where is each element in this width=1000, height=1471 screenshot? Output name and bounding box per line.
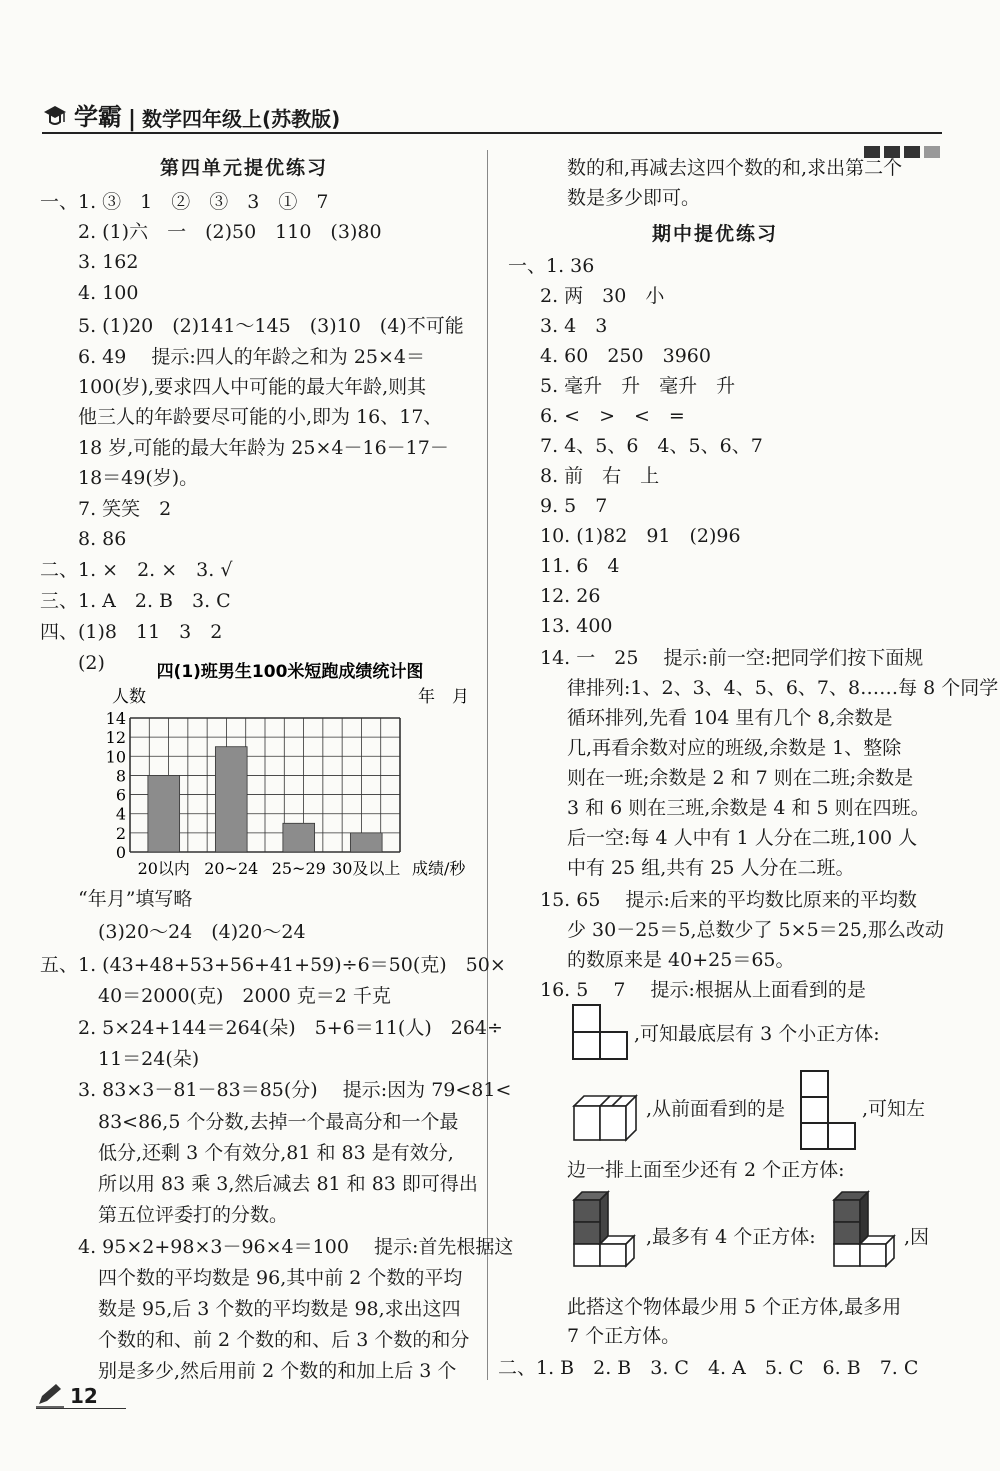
- pencil-icon: [36, 1382, 64, 1408]
- left-after-3: 40＝2000(克) 2000 克＝2 千克: [98, 985, 391, 1007]
- fig-text-7: 7 个正方体。: [567, 1325, 681, 1347]
- left-after-4: 2. 5×24+144＝264(朵) 5+6＝11(人) 264÷: [78, 1017, 503, 1039]
- fig-text-0: ,可知最底层有 3 个小正方体:: [634, 1023, 880, 1045]
- right-line-16: 几,再看余数对应的班级,余数是 1、整除: [567, 737, 902, 759]
- three-cubes-figure: [572, 1090, 642, 1142]
- right-line-11: 12. 26: [540, 585, 601, 607]
- book-title: 数学四年级上(苏教版): [142, 107, 341, 131]
- left-after-8: 低分,还剩 3 个有效分,81 和 83 是有效分,: [98, 1142, 454, 1164]
- min-stack-figure: [572, 1188, 642, 1268]
- page-number: 12: [70, 1384, 98, 1408]
- right-line-1: 2. 两 30 小: [540, 285, 665, 307]
- right-line-9: 10. (1)82 91 (2)96: [540, 525, 741, 547]
- right-line-5: 6. < > < =: [540, 405, 685, 427]
- y-tick-label: 10: [105, 747, 126, 767]
- right-line-7: 8. 前 右 上: [540, 465, 660, 487]
- left-after-10: 第五位评委打的分数。: [98, 1204, 289, 1226]
- header-separator: |: [128, 107, 137, 132]
- fig-text-2: ,可知左: [862, 1098, 926, 1120]
- page-number-rule: [36, 1408, 126, 1409]
- chart-title: 四(1)班男生100米短跑成绩统计图: [156, 662, 424, 682]
- left-line-15: (2): [78, 652, 105, 674]
- front-view-figure: [800, 1070, 856, 1150]
- x-tick-label: 25~29: [271, 859, 326, 878]
- right-line-14: 律排列:1、2、3、4、5、6、7、8……每 8 个同学: [567, 677, 999, 699]
- left-line-11: 8. 86: [78, 528, 127, 550]
- right-cont-0: 数的和,再减去这四个数的和,求出第二个: [567, 157, 903, 179]
- fig-text-3: 边一排上面至少还有 2 个正方体:: [567, 1159, 845, 1181]
- left-line-2: 3. 162: [78, 251, 139, 273]
- left-after-12: 四个数的平均数是 96,其中前 2 个数的平均: [98, 1267, 463, 1289]
- x-tick-label: 30及以上: [332, 859, 401, 878]
- left-after-15: 别是多少,然后用前 2 个数的和加上后 3 个: [98, 1360, 457, 1382]
- brand-name: 学霸: [74, 103, 122, 131]
- chart-xlabel: 成绩/秒: [412, 859, 466, 878]
- right-line-6: 7. 4、5、6 4、5、6、7: [540, 435, 763, 457]
- fig-text-6: 此搭这个物体最少用 5 个正方体,最多用: [567, 1296, 902, 1318]
- y-tick-label: 2: [115, 823, 126, 843]
- right-line-18: 3 和 6 则在三班,余数是 4 和 5 则在四班。: [567, 797, 930, 819]
- left-line-9: 18＝49(岁)。: [78, 467, 199, 489]
- column-divider: [487, 150, 488, 1380]
- chart-x-ticks: [138, 859, 401, 878]
- y-tick-label: 12: [105, 728, 126, 748]
- right-line-13: 14. 一 25 提示:前一空:把同学们按下面规: [540, 647, 924, 669]
- left-after-11: 4. 95×2+98×3－96×4＝100 提示:首先根据这: [78, 1236, 514, 1258]
- left-line-8: 18 岁,可能的最大年龄为 25×4－16－17－: [78, 437, 449, 459]
- bar-chart: [100, 656, 485, 888]
- right-line-15: 循环排列,先看 104 里有几个 8,余数是: [567, 707, 893, 729]
- y-tick-label: 4: [115, 804, 126, 824]
- chart-ylabel: 人数: [112, 687, 146, 707]
- x-tick-label: 20以内: [137, 859, 190, 878]
- bar-2: [283, 823, 315, 852]
- left-line-0: 一、1. ③ 1 ② ③ 3 ① 7: [40, 191, 329, 213]
- header-rule: [42, 132, 942, 134]
- right-final-line: 二、1. B 2. B 3. C 4. A 5. C 6. B 7. C: [498, 1357, 919, 1379]
- y-tick-label: 0: [115, 843, 126, 862]
- right-line-21: 15. 65 提示:后来的平均数比原来的平均数: [540, 889, 917, 911]
- bar-3: [350, 833, 382, 852]
- left-after-13: 数是 95,后 3 个数的平均数是 98,求出这四: [98, 1298, 461, 1320]
- left-line-7: 他三人的年龄要尽可能的小,即为 16、17、: [78, 406, 443, 428]
- right-line-22: 少 30－25＝5,总数少了 5×5＝25,那么改动: [567, 919, 944, 941]
- y-tick-label: 14: [105, 709, 126, 728]
- left-after-6: 3. 83×3－81－83＝85(分) 提示:因为 79<81<: [78, 1079, 512, 1101]
- left-line-5: 6. 49 提示:四人的年龄之和为 25×4＝: [78, 346, 426, 368]
- right-line-0: 一、1. 36: [508, 255, 595, 277]
- top-view-figure: [572, 1004, 628, 1060]
- right-cont-1: 数是多少即可。: [567, 187, 701, 209]
- fig-text-5: ,因: [904, 1226, 930, 1248]
- left-line-3: 4. 100: [78, 282, 139, 304]
- left-line-14: 四、(1)8 11 3 2: [40, 621, 223, 643]
- left-line-12: 二、1. × 2. × 3. √: [40, 559, 233, 581]
- left-after-14: 个数的和、前 2 个数的和、后 3 个数的和分: [98, 1329, 470, 1351]
- left-line-13: 三、1. A 2. B 3. C: [40, 590, 231, 612]
- fig-text-1: ,从前面看到的是: [646, 1098, 786, 1120]
- right-line-10: 11. 6 4: [540, 555, 620, 577]
- right-section-title: 期中提优练习: [652, 223, 779, 245]
- left-line-1: 2. (1)六 一 (2)50 110 (3)80: [78, 221, 382, 243]
- left-after-1: (3)20～24 (4)20～24: [98, 921, 306, 943]
- fig-text-4: ,最多有 4 个正方体:: [646, 1226, 816, 1248]
- x-tick-label: 20~24: [204, 859, 259, 878]
- chart-date-label: 年 月: [418, 687, 469, 707]
- left-after-0: “年月”填写略: [78, 888, 193, 910]
- right-line-24: 16. 5 7 提示:根据从上面看到的是: [540, 979, 866, 1001]
- right-line-3: 4. 60 250 3960: [540, 345, 711, 367]
- right-line-17: 则在一班;余数是 2 和 7 则在二班;余数是: [567, 767, 914, 789]
- left-line-6: 100(岁),要求四人中可能的最大年龄,则其: [78, 376, 427, 398]
- left-after-9: 所以用 83 乘 3,然后减去 81 和 83 即可得出: [98, 1173, 478, 1195]
- right-line-4: 5. 毫升 升 毫升 升: [540, 375, 736, 397]
- right-line-2: 3. 4 3: [540, 315, 608, 337]
- left-line-4: 5. (1)20 (2)141～145 (3)10 (4)不可能: [78, 315, 464, 337]
- right-line-8: 9. 5 7: [540, 495, 608, 517]
- left-after-5: 11＝24(朵): [98, 1048, 200, 1070]
- left-section-title: 第四单元提优练习: [160, 157, 329, 179]
- right-line-23: 的数原来是 40+25＝65。: [567, 949, 795, 971]
- page-header: [42, 96, 340, 132]
- right-line-19: 后一空:每 4 人中有 1 人分在二班,100 人: [567, 827, 918, 849]
- left-after-7: 83<86,5 个分数,去掉一个最高分和一个最: [98, 1111, 459, 1133]
- left-after-2: 五、1. (43+48+53+56+41+59)÷6＝50(克) 50×: [40, 954, 506, 976]
- graduation-cap-logo-icon: [42, 102, 68, 132]
- bar-1: [215, 747, 247, 852]
- right-line-20: 中有 25 组,共有 25 人分在二班。: [567, 857, 855, 879]
- right-line-12: 13. 400: [540, 615, 613, 637]
- max-stack-figure: [828, 1188, 898, 1268]
- bar-0: [148, 775, 180, 852]
- y-tick-label: 8: [115, 766, 126, 786]
- y-tick-label: 6: [115, 785, 126, 805]
- left-line-10: 7. 笑笑 2: [78, 498, 172, 520]
- chart-y-ticks: [106, 709, 126, 862]
